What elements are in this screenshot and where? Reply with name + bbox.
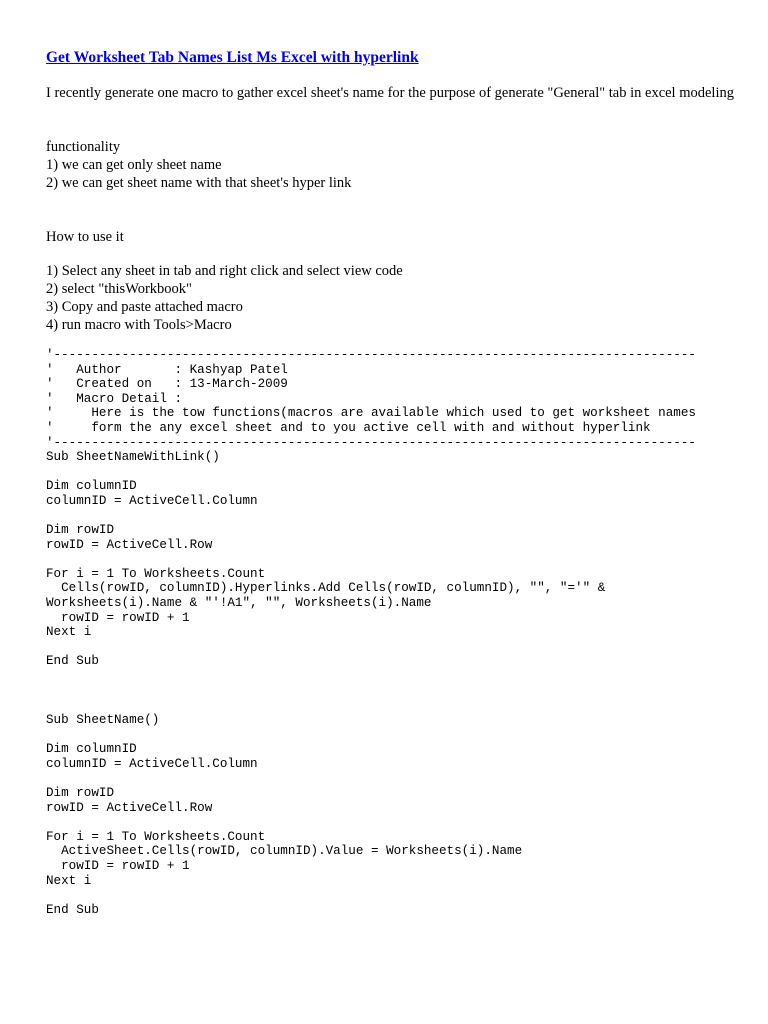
code-line: Dim columnID	[46, 479, 137, 494]
code-line: Sub SheetName()	[46, 713, 160, 727]
howto-step: 4) run macro with Tools>Macro	[46, 317, 232, 333]
howto-step: 3) Copy and paste attached macro	[46, 299, 243, 315]
code-line: Next i	[46, 873, 92, 888]
code-line: '-------------------------------------------------------------------------------------	[46, 348, 696, 362]
code-line: rowID = ActiveCell.Row	[46, 800, 213, 815]
code-line: rowID = rowID + 1	[46, 858, 190, 873]
code-line: columnID = ActiveCell.Column	[46, 756, 258, 771]
macro-sheet-name	[46, 713, 522, 917]
code-line: Worksheets(i).Name & "'!A1", "", Worksheets(i).Name	[46, 595, 432, 610]
code-line: ' form the any excel sheet and to you active cell with and without hyperlink	[46, 420, 651, 435]
code-line: For i = 1 To Worksheets.Count	[46, 829, 266, 844]
functionality-heading: functionality	[46, 139, 121, 155]
macro-sheet-name-with-link	[46, 450, 605, 669]
howto-heading: How to use it	[46, 229, 124, 245]
code-line: rowID = rowID + 1	[46, 610, 190, 625]
code-line: columnID = ActiveCell.Column	[46, 493, 258, 508]
code-line: Sub SheetNameWithLink()	[46, 450, 220, 464]
code-line: Next i	[46, 625, 92, 640]
code-line: ' Macro Detail :	[46, 391, 183, 406]
code-line: ' Created on : 13-March-2009	[46, 377, 288, 392]
howto-step: 1) Select any sheet in tab and right click and select view code	[46, 263, 403, 279]
code-line: End Sub	[46, 654, 99, 669]
code-line: '-------------------------------------------------------------------------------------	[46, 435, 696, 450]
code-line: Dim rowID	[46, 522, 115, 537]
code-line: Dim rowID	[46, 785, 115, 800]
code-line: ' Author : Kashyap Patel	[46, 362, 288, 377]
code-line: End Sub	[46, 902, 99, 917]
code-line: For i = 1 To Worksheets.Count	[46, 566, 266, 581]
functionality-item: 1) we can get only sheet name	[46, 157, 222, 173]
code-line: Dim columnID	[46, 742, 137, 757]
code-line: Cells(rowID, columnID).Hyperlinks.Add Cells(rowID, columnID), "", "='" &	[46, 581, 606, 596]
code-line: rowID = ActiveCell.Row	[46, 537, 213, 552]
document-title-link[interactable]: Get Worksheet Tab Names List Ms Excel with hyperlink	[46, 49, 419, 66]
functionality-item: 2) we can get sheet name with that sheet's hyper link	[46, 175, 352, 191]
code-line: ActiveSheet.Cells(rowID, columnID).Value = Worksheets(i).Name	[46, 844, 523, 859]
code-header-comment	[46, 348, 696, 450]
intro-paragraph: I recently generate one macro to gather excel sheet's name for the purpose of generate "General" tab in excel modeling	[46, 85, 734, 101]
code-line: ' Here is the tow functions(macros are available which used to get worksheet names	[46, 406, 696, 421]
howto-step: 2) select "thisWorkbook"	[46, 281, 192, 297]
